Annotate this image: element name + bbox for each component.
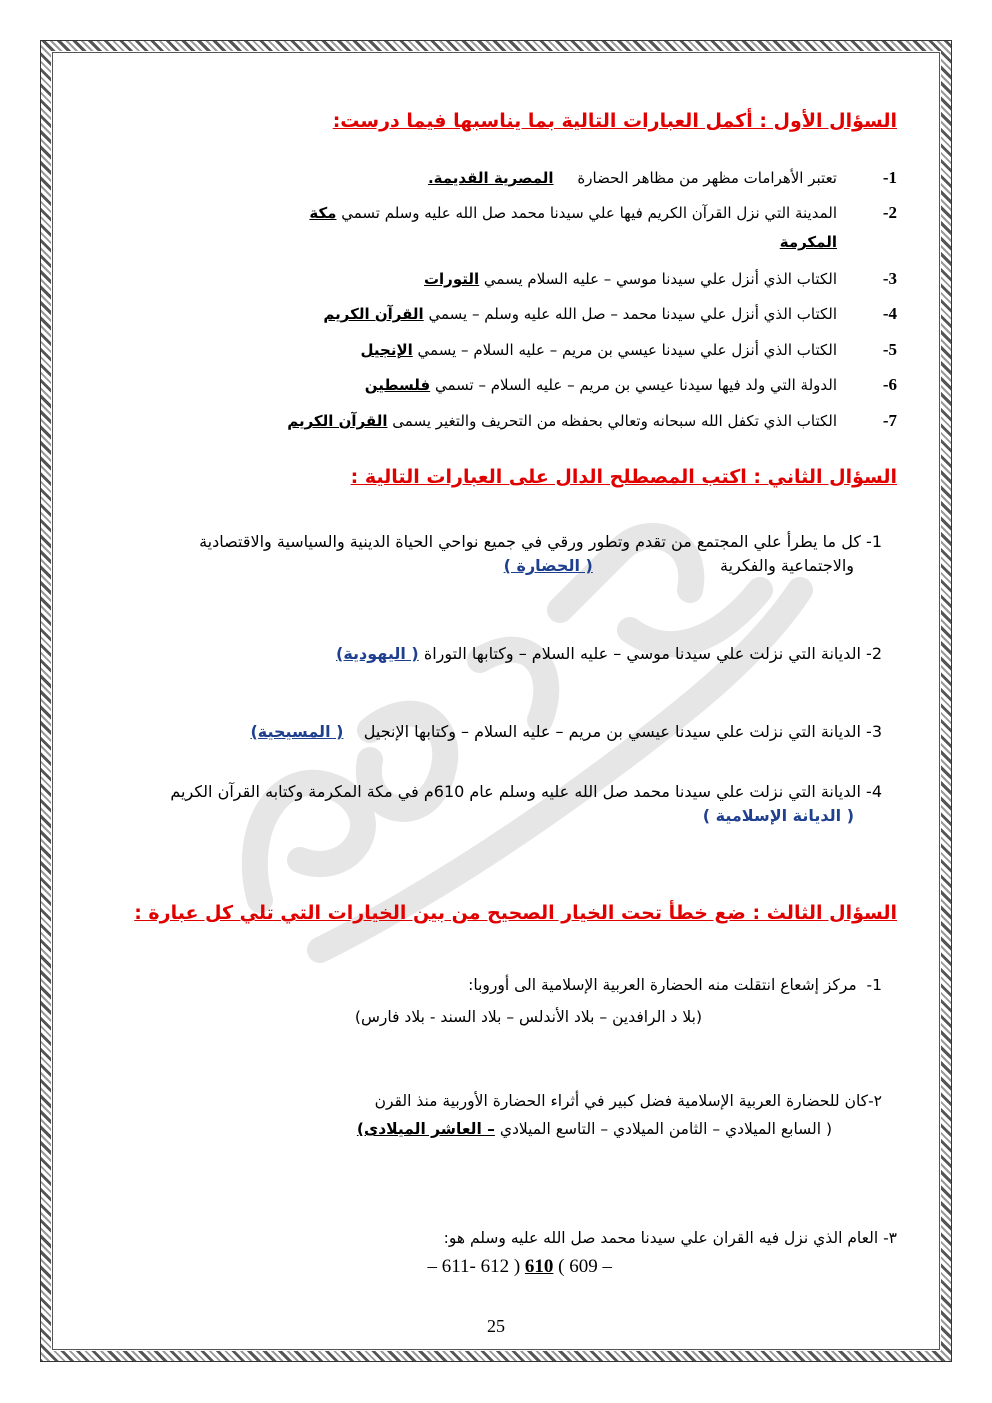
- q3-item: [468, 972, 882, 998]
- item-text: الكتاب الذي أنزل علي سيدنا محمد – صل الله عليه وسلم – يسمي: [428, 305, 837, 323]
- item-text: كل ما يطرأ علي المجتمع من تقدم وتطور ورقي في جميع نواحي الحياة الدينية والسياسية والاقتصادية: [199, 532, 861, 551]
- item-number: 1-: [882, 168, 897, 187]
- item-number: 3-: [866, 722, 882, 741]
- item-text: الكتاب الذي تكفل الله سبحانه وتعالي بحفظه من التحريف والتغير يسمى: [392, 412, 837, 430]
- item-stem: كان للحضارة العربية الإسلامية فضل كبير في أثراء الحضارة الأوربية منذ القرن: [374, 1092, 869, 1110]
- item-number: ٣-: [883, 1229, 897, 1247]
- item-number: 5-: [882, 340, 897, 359]
- item-answer: ( المسيحية): [250, 722, 344, 741]
- item-choices: ( السابع الميلادي – الثامن الميلادي – التاسع الميلادي: [499, 1120, 832, 1138]
- item-answer: المصرية القديمة.: [427, 169, 554, 187]
- item-number: 7-: [882, 411, 897, 430]
- item-answer: فلسطين: [364, 376, 431, 394]
- page-number: 25: [487, 1316, 505, 1336]
- item-answer: الإنجيل: [360, 341, 413, 359]
- item-answer: ( اليهودية): [336, 644, 419, 663]
- item-stem: مركز إشعاع انتقلت منه الحضارة العربية الإسلامية الى أوروبا:: [468, 976, 857, 994]
- q2-item: [102, 720, 882, 744]
- item-text: تعتبر الأهرامات مظهر من مظاهر الحضارة: [577, 169, 837, 187]
- item-number: 2-: [866, 644, 882, 663]
- item-answer: القرآن الكريم: [323, 305, 424, 323]
- item-answer: ( الحضارة ): [503, 556, 593, 575]
- q2-item: [102, 780, 882, 828]
- q3-choices: [427, 1254, 612, 1280]
- q3-choices: [355, 1004, 702, 1030]
- item-text: الديانة التي نزلت علي سيدنا عيسي بن مريم – عليه السلام – وكتابها الإنجيل: [363, 722, 861, 741]
- item-text-line2: والاجتماعية والفكرية: [719, 556, 854, 575]
- item-text: الديانة التي نزلت علي سيدنا محمد صل الله عليه وسلم عام 610م في مكة المكرمة وكتابه القرآن الكريم: [170, 782, 861, 801]
- item-answer: ( الديانة الإسلامية ): [702, 806, 854, 825]
- item-answer: التورات: [423, 270, 480, 288]
- question-3-title: السؤال الثالث : ضع خطأ تحت الخيار الصحيح من بين الخيارات التي تلي كل عبارة :: [134, 902, 897, 924]
- item-answer-continued: المكرمة: [779, 233, 837, 251]
- item-choices: (بلا د الرافدين – بلاد الأندلس – بلاد السند - بلاد فارس): [354, 1008, 702, 1026]
- q3-item: [375, 1088, 882, 1114]
- item-number: 4-: [866, 782, 882, 801]
- choice-part: – 611- 612 ): [427, 1256, 521, 1277]
- choice-part: ( 609 –: [558, 1256, 612, 1277]
- q3-choices: [357, 1116, 832, 1142]
- item-answer: القرآن الكريم: [287, 412, 388, 430]
- item-text: الكتاب الذي أنزل علي سيدنا عيسي بن مريم – عليه السلام – يسمي: [417, 341, 837, 359]
- item-answer: 610: [524, 1256, 554, 1277]
- item-text: المدينة التي نزل القرآن الكريم فيها علي سيدنا محمد صل الله عليه وسلم تسمي: [341, 204, 837, 222]
- question-2-title: السؤال الثاني : اكتب المصطلح الدال على العبارات التالية :: [350, 466, 897, 488]
- item-number: 4-: [882, 304, 897, 323]
- item-number: ٢-: [868, 1092, 882, 1110]
- q3-item: [444, 1225, 897, 1251]
- item-text: الدولة التي ولد فيها سيدنا عيسي بن مريم – عليه السلام – تسمي: [434, 376, 837, 394]
- item-answer: – العاشر الميلادى): [356, 1120, 495, 1138]
- item-number: 1-: [866, 532, 882, 551]
- item-text: الديانة التي نزلت علي سيدنا موسي – عليه السلام – وكتابها التوراة: [423, 644, 861, 663]
- item-number: 6-: [882, 375, 897, 394]
- item-text: الكتاب الذي أنزل علي سيدنا موسي – عليه السلام يسمي: [483, 270, 837, 288]
- item-answer: مكة: [309, 204, 337, 222]
- item-number: 1-: [866, 976, 882, 994]
- q2-item: [102, 530, 882, 578]
- q2-item: [102, 642, 882, 666]
- item-number: 3-: [882, 269, 897, 288]
- item-number: 2-: [882, 203, 897, 222]
- item-stem: العام الذي نزل فيه القران علي سيدنا محمد صل الله عليه وسلم هو:: [443, 1229, 879, 1247]
- question-1-title: السؤال الأول : أكمل العبارات التالية بما يناسبها فيما درست:: [332, 110, 897, 132]
